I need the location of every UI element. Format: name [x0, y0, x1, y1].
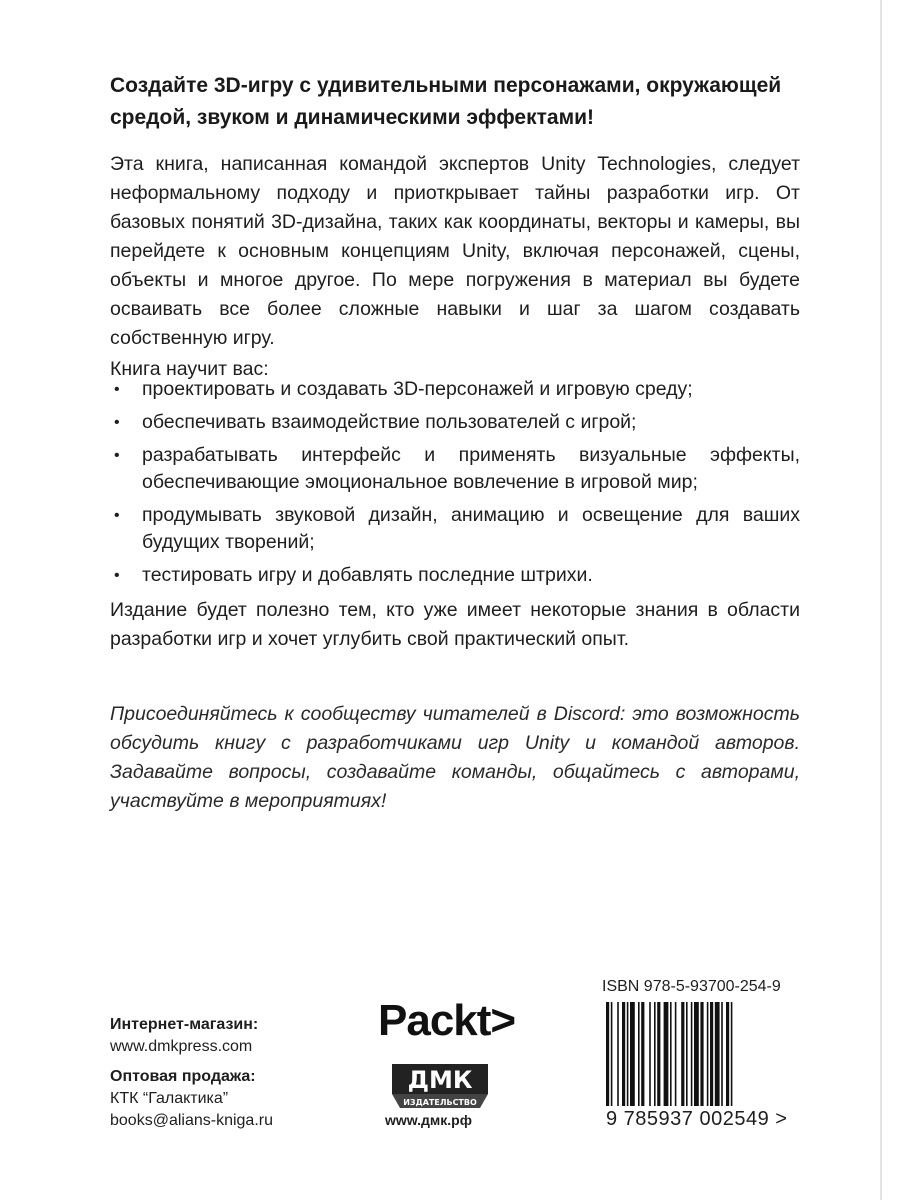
barcode-bar — [700, 1002, 703, 1106]
discord-invite: Присоединяйтесь к сообществу читателей в Discord: это возможность обсудить книгу с разработчиками игр Unity и командой авторов. Задавайте вопросы, создавайте команды, общайтесь с авторами, участвуйте в мероприятиях! — [110, 703, 800, 812]
barcode-bar — [694, 1002, 699, 1106]
list-item-text: продумывать звуковой дизайн, анимацию и освещение для ваших будущих творений; — [142, 504, 800, 553]
wholesale-email: books@alians-kniga.ru — [110, 1112, 273, 1129]
list-item-text: обеспечивать взаимодействие пользователей с игрой; — [142, 411, 637, 433]
barcode-bar — [691, 1002, 693, 1106]
barcode-bar — [675, 1002, 677, 1106]
list-item — [110, 562, 800, 589]
barcode-bar — [649, 1002, 651, 1106]
dmk-site: www.дмк.рф — [385, 1112, 472, 1128]
list-item — [110, 376, 800, 403]
barcode-bar — [721, 1002, 723, 1106]
barcode-bar — [638, 1002, 640, 1106]
bullet-icon: • — [114, 567, 120, 584]
packt-logo: Packt> — [378, 996, 516, 1045]
list-item — [110, 502, 800, 556]
learn-title: Книга научит вас: — [110, 358, 269, 380]
isbn: ISBN 978-5-93700-254-9 — [602, 978, 781, 995]
list-item-text: проектировать и создавать 3D-персонажей и игровую среду; — [142, 378, 693, 400]
skills-list — [110, 376, 800, 595]
barcode-bar — [657, 1002, 660, 1106]
barcode-digits: 9 785937 002549 > — [606, 1108, 788, 1130]
list-item — [110, 409, 800, 436]
barcode-bar — [630, 1002, 635, 1106]
barcode-bar — [710, 1002, 713, 1106]
barcode-bar — [664, 1002, 669, 1106]
headline: Создайте 3D-игру с удивительными персонажами, окружающей средой, звуком и динамическими эффектами! — [110, 74, 782, 129]
dmk-logo-sub: ИЗДАТЕЛЬСТВО — [403, 1098, 477, 1107]
wholesale-label: Оптовая продажа: — [110, 1068, 256, 1085]
barcode-bar — [686, 1002, 688, 1106]
online-store-url: www.dmkpress.com — [110, 1038, 253, 1055]
barcode-bar — [627, 1002, 629, 1106]
barcode-bar — [611, 1002, 613, 1106]
list-item-text: разрабатывать интерфейс и применять визуальные эффекты, обеспечивающие эмоциональное вовлечение в игровой мир; — [142, 444, 800, 493]
audience-paragraph: Издание будет полезно тем, кто уже имеет некоторые знания в области разработки игр и хочет углубить свой практический опыт. — [110, 599, 800, 650]
barcode-bar — [715, 1002, 720, 1106]
bullet-icon: • — [114, 381, 120, 398]
barcode-bar — [606, 1002, 609, 1106]
dmk-logo-text: ДМК — [407, 1066, 473, 1094]
barcode-bar — [726, 1002, 729, 1106]
barcode-bar — [670, 1002, 672, 1106]
barcode-bar — [731, 1002, 733, 1106]
barcode-bar — [622, 1002, 625, 1106]
barcode-bar — [681, 1002, 684, 1106]
online-store-label: Интернет-магазин: — [110, 1016, 259, 1033]
cover-edge — [880, 0, 882, 1200]
barcode-bar — [707, 1002, 709, 1106]
bullet-icon: • — [114, 414, 120, 431]
dmk-logo-icon — [388, 1060, 492, 1116]
bullet-icon: • — [114, 447, 120, 464]
barcode-bar — [641, 1002, 644, 1106]
barcode-icon — [600, 1002, 782, 1122]
list-item-text: тестировать игру и добавлять последние штрихи. — [142, 564, 593, 586]
sales-info — [110, 1014, 273, 1132]
barcode-bar — [617, 1002, 619, 1106]
intro-paragraph: Эта книга, написанная командой экспертов Unity Technologies, следует неформальному подходу и приоткрывает тайны разработки игр. От базовых понятий 3D-дизайна, таких как координаты, векторы и камеры, вы перейдете к основным концепциям Unity, включая персонажей, сцены, объекты и многое другое. По мере погружения в материал вы будете осваивать все более сложные навыки и шаг за шагом создавать собственную игру. — [110, 153, 800, 349]
barcode-bar — [654, 1002, 656, 1106]
list-item — [110, 442, 800, 496]
bullet-icon: • — [114, 507, 120, 524]
wholesale-company: КТК “Галактика” — [110, 1090, 229, 1107]
